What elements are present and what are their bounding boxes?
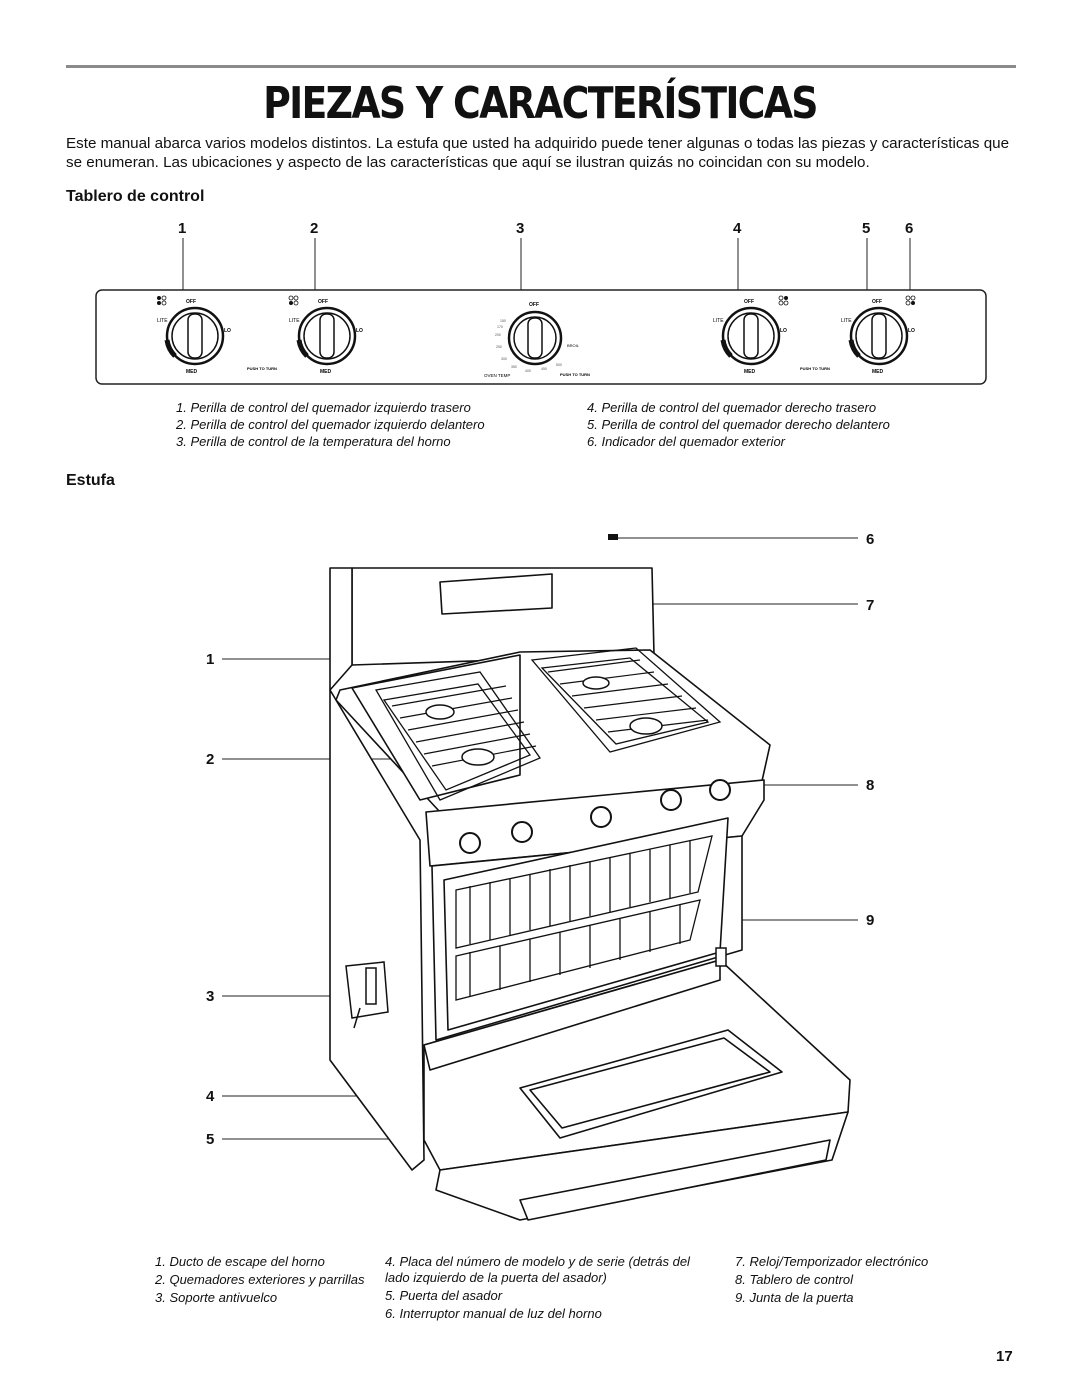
svg-text:170: 170 <box>497 325 503 329</box>
range-illustration <box>0 500 1080 1240</box>
panel-callout-6: 6 <box>905 220 914 237</box>
legend-item: 5. Puerta del asador <box>385 1288 503 1303</box>
knob2-med-label: MED <box>320 369 332 375</box>
knob2-lo-label: LO <box>356 328 363 334</box>
knob4-med-label: MED <box>744 369 756 375</box>
knob2-lite-label: LITE <box>289 318 300 324</box>
range-callout-8: 8 <box>866 777 875 794</box>
knob1-lo-label: LO <box>224 328 231 334</box>
page-title: PIEZAS Y CARACTERÍSTICAS <box>263 78 817 129</box>
svg-text:150: 150 <box>500 319 506 323</box>
legend-item: 7. Reloj/Temporizador electrónico <box>735 1254 929 1269</box>
legend-item: 6. Interruptor manual de luz del horno <box>385 1306 602 1321</box>
panel-callout-5: 5 <box>862 220 871 237</box>
knob1-lite-label: LITE <box>157 318 168 324</box>
range-callout-9: 9 <box>866 912 875 929</box>
legend-item: 2. Perilla de control del quemador izquierdo delantero <box>176 417 485 432</box>
control-panel-heading: Tablero de control <box>66 188 205 205</box>
knob4-lite-label: LITE <box>713 318 724 324</box>
page-number: 17 <box>996 1348 1013 1365</box>
legend-item: 8. Tablero de control <box>735 1272 854 1287</box>
push-to-turn-left: PUSH TO TURN <box>247 366 277 371</box>
knob5-lite-label: LITE <box>841 318 852 324</box>
range-callout-3: 3 <box>206 988 215 1005</box>
svg-text:450: 450 <box>541 367 547 371</box>
legend-item: 1. Perilla de control del quemador izquierdo trasero <box>176 400 471 415</box>
knob1-off-label: OFF <box>186 299 196 305</box>
range-heading: Estufa <box>66 472 115 489</box>
range-legend-col2 <box>385 1254 715 1322</box>
control-panel-illustration <box>0 0 1080 400</box>
legend-item: 4. Placa del número de modelo y de serie (detrás del lado izquierdo de la puerta del asador) <box>385 1254 690 1285</box>
legend-item: 4. Perilla de control del quemador derecho trasero <box>587 400 877 415</box>
knob4-off-label: OFF <box>744 299 754 305</box>
range-callout-7: 7 <box>866 597 875 614</box>
range-legend-col3 <box>735 1254 995 1306</box>
control-panel-legend-right <box>587 399 890 450</box>
knob-left-front[interactable] <box>299 308 355 364</box>
range-legend-col1 <box>155 1254 370 1306</box>
svg-text:500: 500 <box>556 363 562 367</box>
push-to-turn-right: PUSH TO TURN <box>800 366 830 371</box>
knob1-med-label: MED <box>186 369 198 375</box>
range-callout-1: 1 <box>206 651 215 668</box>
svg-text:300: 300 <box>501 357 507 361</box>
legend-item: 9. Junta de la puerta <box>735 1290 854 1305</box>
panel-callout-4: 4 <box>733 220 742 237</box>
svg-text:400: 400 <box>525 369 531 373</box>
svg-text:250: 250 <box>496 345 502 349</box>
control-panel-legend-left <box>176 399 485 450</box>
oven-temp-knob[interactable] <box>509 312 561 364</box>
legend-item: 2. Quemadores exteriores y parrillas <box>155 1272 365 1287</box>
panel-callout-1: 1 <box>178 220 187 237</box>
oven-knob-broil-label: BROIL <box>567 343 580 348</box>
knob-right-rear[interactable] <box>723 308 779 364</box>
knob4-lo-label: LO <box>780 328 787 334</box>
panel-callout-2: 2 <box>310 220 319 237</box>
legend-item: 3. Perilla de control de la temperatura del horno <box>176 434 451 449</box>
legend-item: 5. Perilla de control del quemador derecho delantero <box>587 417 890 432</box>
range-callout-6: 6 <box>866 531 875 548</box>
knob5-lo-label: LO <box>908 328 915 334</box>
svg-text:350: 350 <box>511 365 517 369</box>
legend-item: 1. Ducto de escape del horno <box>155 1254 325 1269</box>
oven-temp-label: OVEN TEMP <box>484 373 511 378</box>
range-callout-2: 2 <box>206 751 215 768</box>
svg-text:200: 200 <box>495 333 501 337</box>
legend-item: 3. Soporte antivuelco <box>155 1290 278 1305</box>
knob-left-rear[interactable] <box>167 308 223 364</box>
knob-right-front[interactable] <box>851 308 907 364</box>
legend-item: 6. Indicador del quemador exterior <box>587 434 786 449</box>
knob5-med-label: MED <box>872 369 884 375</box>
push-to-turn-center: PUSH TO TURN <box>560 372 590 377</box>
intro-paragraph: Este manual abarca varios modelos distintos. La estufa que usted ha adquirido puede tener algunas o todas las piezas y características que se enumeran. Las ubicaciones y aspecto de las características que aquí se ilustran quizás no coincidan con su modelo. <box>66 135 1010 171</box>
knob2-off-label: OFF <box>318 299 328 305</box>
range-callout-4: 4 <box>206 1088 215 1105</box>
knob5-off-label: OFF <box>872 299 882 305</box>
oven-knob-off-label: OFF <box>529 302 539 308</box>
panel-callout-3: 3 <box>516 220 525 237</box>
range-callout-5: 5 <box>206 1131 215 1148</box>
